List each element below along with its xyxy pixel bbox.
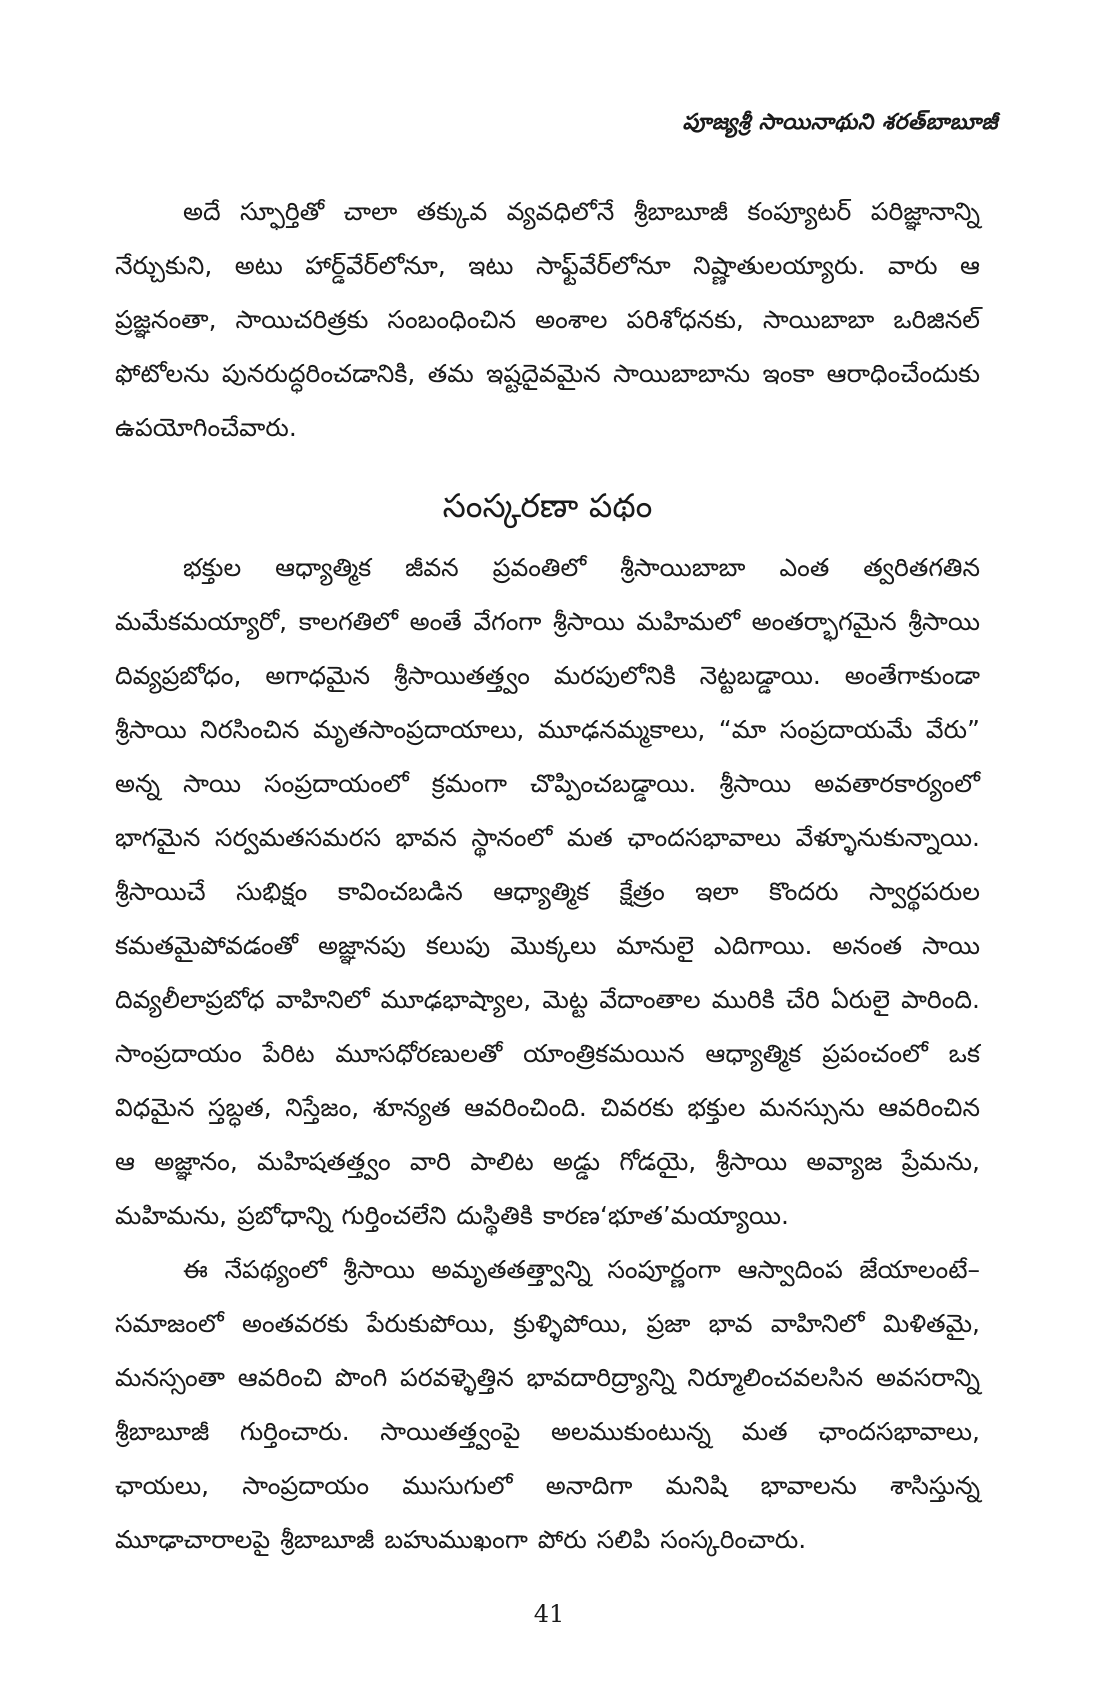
paragraph-reform: ఈ నేపథ్యంలో శ్రీసాయి అమృతతత్త్వాన్ని సంపూర్ణంగా ఆస్వాదింప జేయాలంటే– సమాజంలో అంతవరకు పేరుకుపోయి, క్రుళ్ళిపోయి, ప్రజా భావ వాహినిలో మిళితమై, మనస్సంతా ఆవరించి పొంగి పరవళ్ళెత్తిన భావదారిద్ర్యాన్ని నిర్మూలించవలసిన అవసరాన్ని శ్రీబాబూజీ గుర్తించారు. సాయితత్త్వంపై అలముకుంటున్న మత ఛాందసభావాలు, ఛాయలు, సాంప్రదాయం ముసుగులో అనాదిగా మనిషి భావాలను శాసిస్తున్న మూఢాచారాలపై శ్రీబాబూజీ బహుముఖంగా పోరు సలిపి సంస్కరించారు. [115,1255,980,1554]
section-heading: సంస్కరణా పథం [442,486,653,525]
page-body [115,185,980,1567]
paragraph-computer-skills: అదే స్ఫూర్తితో చాలా తక్కువ వ్యవధిలోనే శ్రీబాబూజీ కంప్యూటర్ పరిజ్ఞానాన్ని నేర్చుకుని, అటు హార్డ్‌వేర్‌లోనూ, ఇటు సాఫ్ట్‌వేర్‌లోనూ నిష్ణాతులయ్యారు. వారు ఆ ప్రజ్ఞనంతా, సాయిచరిత్రకు సంబంధించిన అంశాల పరిశోధనకు, సాయిబాబా ఒరిజినల్ ఫోటోలను పునరుద్ధరించడానికి, తమ ఇష్టదైవమైన సాయిబాబాను ఇంకా ఆరాధించేందుకు ఉపయోగించేవారు. [115,197,980,442]
page-number: 41 [533,1600,565,1628]
running-header: పూజ్యశ్రీ సాయినాథుని శరత్‌బాబూజీ [682,110,998,135]
paragraph-decline-of-teachings: భక్తుల ఆధ్యాత్మిక జీవన ప్రవంతిలో శ్రీసాయిబాబా ఎంత త్వరితగతిన మమేకమయ్యారో, కాలగతిలో అంతే వేగంగా శ్రీసాయి మహిమలో అంతర్భాగమైన శ్రీసాయి దివ్యప్రబోధం, అగాధమైన శ్రీసాయితత్త్వం మరపులోనికి నెట్టబడ్డాయి. అంతేగాకుండా శ్రీసాయి నిరసించిన మృతసాంప్రదాయాలు, మూఢనమ్మకాలు, “మా సంప్రదాయమే వేరు” అన్న సాయి సంప్రదాయంలో క్రమంగా చొప్పించబడ్డాయి. శ్రీసాయి అవతారకార్యంలో భాగమైన సర్వమతసమరస భావన స్థానంలో మత ఛాందసభావాలు వేళ్ళూనుకున్నాయి. శ్రీసాయిచే సుభిక్షం కావించబడిన ఆధ్యాత్మిక క్షేత్రం ఇలా కొందరు స్వార్థపరుల కమతమైపోవడంతో అజ్ఞానపు కలుపు మొక్కలు మానులై ఎదిగాయి. అనంత సాయి దివ్యలీలాప్రబోధ వాహినిలో మూఢభాష్యాల, మెట్ట వేదాంతాల మురికి చేరి ఏరులై పారింది. సాంప్రదాయం పేరిట మూసధోరణులతో యాంత్రికమయిన ఆధ్యాత్మిక ప్రపంచంలో ఒక విధమైన స్తబ్ధత, నిస్తేజం, శూన్యత ఆవరించింది. చివరకు భక్తుల మనస్సును ఆవరించిన ఆ అజ్ఞానం, మహిషతత్త్వం వారి పాలిట అడ్డు గోడయై, శ్రీసాయి అవ్యాజ ప్రేమను, మహిమను, ప్రబోధాన్ని గుర్తించలేని దుస్థితికి కారణ‘భూత’మయ్యాయి. [115,553,980,1230]
